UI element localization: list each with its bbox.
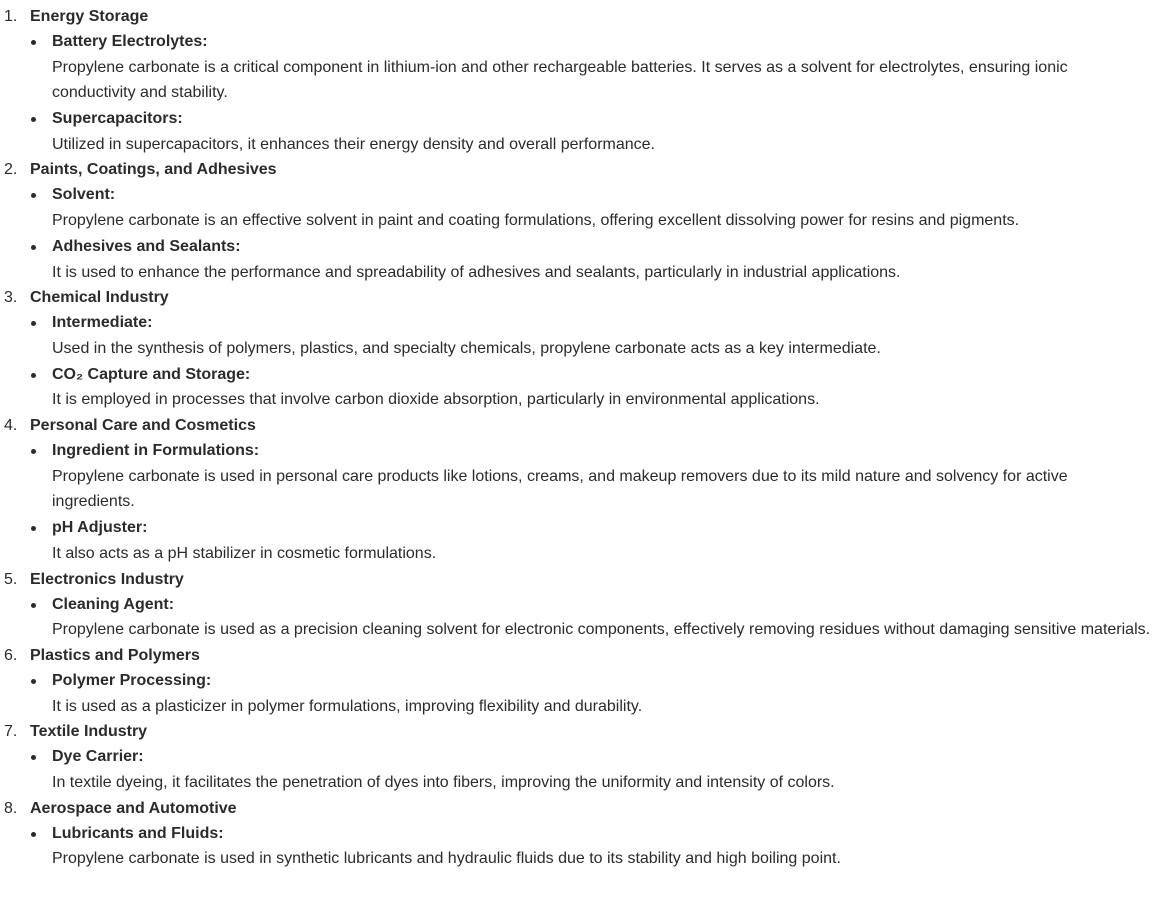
- bullet-icon: [31, 193, 36, 198]
- list-item: [0, 362, 1157, 413]
- bullet-icon: [31, 40, 36, 45]
- bullet-icon: [31, 526, 36, 531]
- item-description: Used in the synthesis of polymers, plastics, and specialty chemicals, propylene carbonate acts as a key intermediate.: [52, 339, 881, 357]
- section: [0, 719, 1157, 795]
- section: [0, 643, 1157, 719]
- bullet-icon: [31, 245, 36, 250]
- section-title: Electronics Industry: [30, 570, 184, 588]
- section-heading: [0, 643, 1157, 668]
- item-description: It is used as a plasticizer in polymer formulations, improving flexibility and durability.: [52, 697, 643, 715]
- bullet-icon: [31, 449, 36, 454]
- item-label: Battery Electrolytes:: [52, 33, 208, 50]
- section-items: [0, 182, 1157, 285]
- section-title: Plastics and Polymers: [30, 646, 200, 664]
- section-items: [0, 821, 1157, 872]
- section-items: [0, 744, 1157, 795]
- item-description: It also acts as a pH stabilizer in cosmetic formulations.: [52, 544, 437, 562]
- section: [0, 4, 1157, 157]
- item-description: Propylene carbonate is an effective solvent in paint and coating formulations, offering excellent dissolving power for resins and pigments.: [52, 212, 1020, 230]
- item-label: Ingredient in Formulations:: [52, 442, 260, 460]
- item-description: It is employed in processes that involve carbon dioxide absorption, particularly in environmental applications.: [52, 391, 820, 409]
- item-description: Utilized in supercapacitors, it enhances their energy density and overall performance.: [52, 135, 655, 153]
- section-heading: [0, 719, 1157, 744]
- list-item: [0, 234, 1157, 285]
- list-item: [0, 744, 1157, 795]
- bullet-icon: [31, 321, 36, 326]
- bullet-icon: [31, 755, 36, 760]
- section: [0, 285, 1157, 413]
- list-item: [0, 438, 1157, 515]
- bullet-icon: [31, 679, 36, 684]
- section: [0, 157, 1157, 285]
- bullet-icon: [31, 373, 36, 378]
- item-label-row: [52, 362, 1157, 388]
- item-label: pH Adjuster:: [52, 519, 148, 537]
- item-label-row: [52, 821, 1157, 847]
- list-item: [0, 668, 1157, 719]
- section-number: 5.: [4, 570, 18, 588]
- section-number: 4.: [4, 417, 18, 435]
- item-description: Propylene carbonate is used in synthetic lubricants and hydraulic fluids due to its stability and high boiling point.: [52, 850, 841, 868]
- section-title: Personal Care and Cosmetics: [30, 417, 256, 435]
- item-label-row: [52, 234, 1157, 260]
- list-item: [0, 515, 1157, 566]
- section-number: 6.: [4, 646, 18, 664]
- item-label-row: [52, 592, 1157, 618]
- section-heading: [0, 157, 1157, 182]
- item-label-row: [52, 106, 1157, 132]
- applications-list: [0, 4, 1157, 872]
- section-items: [0, 29, 1157, 157]
- section-items: [0, 438, 1157, 566]
- list-item: [0, 29, 1157, 106]
- item-label: CO₂ Capture and Storage:: [52, 365, 251, 383]
- bullet-icon: [31, 832, 36, 837]
- section-items: [0, 668, 1157, 719]
- section-number: 8.: [4, 799, 18, 817]
- section-title: Paints, Coatings, and Adhesives: [30, 161, 277, 179]
- section-number: 1.: [4, 8, 18, 25]
- item-label: Adhesives and Sealants:: [52, 237, 241, 255]
- item-description: Propylene carbonate is used in personal care products like lotions, creams, and makeup removers due to its mild nature and solvency for active ingredients.: [52, 467, 1068, 511]
- section: [0, 567, 1157, 643]
- item-label: Polymer Processing:: [52, 671, 212, 689]
- item-description: Propylene carbonate is used as a precision cleaning solvent for electronic components, effectively removing residues without damaging sensitive materials.: [52, 621, 1151, 639]
- list-item: [0, 310, 1157, 361]
- section: [0, 796, 1157, 872]
- item-label: Lubricants and Fluids:: [52, 824, 224, 842]
- section-heading: [0, 4, 1157, 29]
- list-item: [0, 592, 1157, 643]
- item-label: Supercapacitors:: [52, 110, 183, 128]
- item-label-row: [52, 438, 1157, 464]
- item-description: It is used to enhance the performance and spreadability of adhesives and sealants, particularly in industrial applications.: [52, 263, 901, 281]
- item-label: Intermediate:: [52, 314, 153, 332]
- section-title: Aerospace and Automotive: [30, 799, 237, 817]
- section-title: Energy Storage: [30, 8, 149, 25]
- item-label-row: [52, 182, 1157, 208]
- list-item: [0, 182, 1157, 233]
- section-heading: [0, 413, 1157, 438]
- list-item: [0, 821, 1157, 872]
- list-item: [0, 106, 1157, 157]
- section-heading: [0, 796, 1157, 821]
- item-label: Cleaning Agent:: [52, 595, 175, 613]
- item-description: In textile dyeing, it facilitates the penetration of dyes into fibers, improving the uniformity and intensity of colors.: [52, 774, 835, 791]
- section-title: Textile Industry: [30, 723, 148, 741]
- section: [0, 413, 1157, 566]
- item-label: Solvent:: [52, 186, 116, 204]
- item-label: Dye Carrier:: [52, 748, 144, 766]
- item-description: Propylene carbonate is a critical component in lithium-ion and other rechargeable batteries. It serves as a solvent for electrolytes, ensuring ionic conductivity and stability.: [52, 58, 1068, 102]
- item-label-row: [52, 668, 1157, 694]
- section-heading: [0, 567, 1157, 592]
- section-items: [0, 310, 1157, 413]
- section-items: [0, 592, 1157, 643]
- item-label-row: [52, 744, 1157, 770]
- item-label-row: [52, 29, 1157, 55]
- bullet-icon: [31, 117, 36, 122]
- section-number: 7.: [4, 723, 18, 741]
- bullet-icon: [31, 603, 36, 608]
- section-heading: [0, 285, 1157, 310]
- item-label-row: [52, 515, 1157, 541]
- item-label-row: [52, 310, 1157, 336]
- section-number: 2.: [4, 161, 18, 179]
- section-number: 3.: [4, 289, 18, 307]
- section-title: Chemical Industry: [30, 289, 169, 307]
